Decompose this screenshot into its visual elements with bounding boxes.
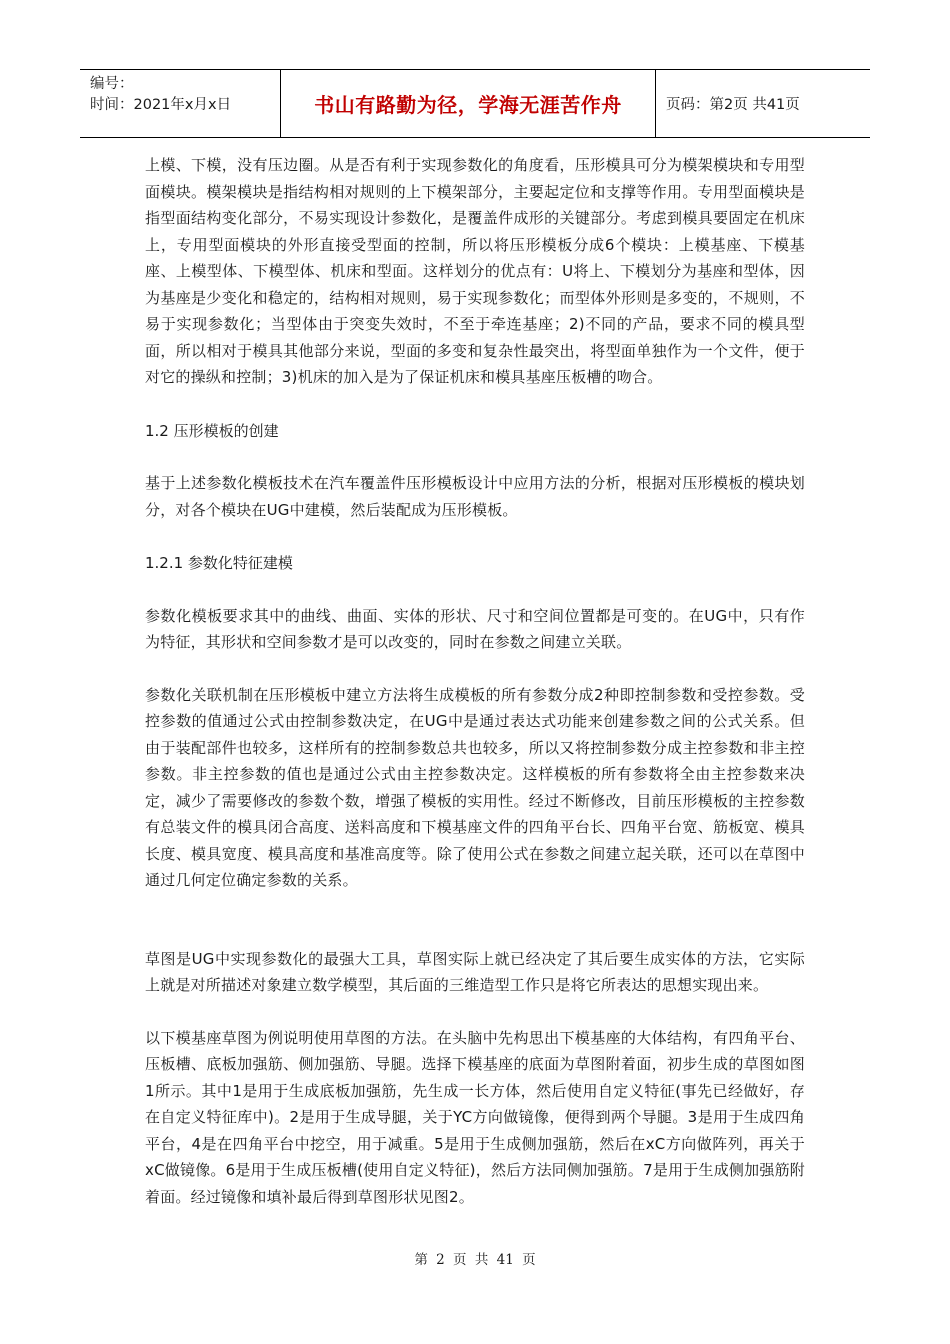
document-number-label: 编号： — [90, 76, 134, 92]
body-paragraph: 基于上述参数化模板技术在汽车覆盖件压形模板设计中应用方法的分析，根据对压形模板的模块划分，对各个模块在UG中建模，然后装配成为压形模板。 — [145, 474, 805, 519]
section-heading: 1.2 压形模板的创建 — [145, 421, 279, 440]
header-motto: 书山有路勤为径，学海无涯苦作舟 — [280, 70, 656, 137]
body-paragraph: 以下模基座草图为例说明使用草图的方法。在头脑中先构思出下模基座的大体结构，有四角平台、压板槽、底板加强筋、侧加强筋、导腿。选择下模基座的底面为草图附着面，初步生成的草图如图1所示。其中1是用于生成底板加强筋，先生成一长方体，然后使用自定义特征(事先已经做好，存在自定义特征库中)。2是用于生成导腿，关于YC方向做镜像，便得到两个导腿。3是用于生成四角平台，4是在四角平台中挖空，用于减重。5是用于生成侧加强筋，然后在xC方向做阵列，再关于xC做镜像。6是用于生成压板槽(使用自定义特征)，然后方法同侧加强筋。7是用于生成侧加强筋附着面。经过镜像和填补最后得到草图形状见图2。 — [145, 1028, 805, 1206]
header-meta — [80, 70, 280, 137]
body-paragraph: 草图是UG中实现参数化的最强大工具，草图实际上就已经决定了其后要生成实体的方法，它实际上就是对所描述对象建立数学模型，其后面的三维造型工作只是将它所表达的思想实现出来。 — [145, 949, 805, 994]
body-paragraph: 上模、下模，没有压边圈。从是否有利于实现参数化的角度看，压形模具可分为模架模块和专用型面模块。模架模块是指结构相对规则的上下模架部分，主要起定位和支撑等作用。专用型面模块是指型面结构变化部分，不易实现设计参数化，是覆盖件成形的关键部分。考虑到模具要固定在机床上，专用型面模块的外形直接受型面的控制，所以将压形模板分成6个模块：上模基座、下模基座、上模型体、下模型体、机床和型面。这样划分的优点有：U将上、下模划分为基座和型体，因为基座是少变化和稳定的，结构相对规则，易于实现参数化；而型体外形则是多变的，不规则，不易于实现参数化；当型体由于突变失效时，不至于牵连基座；2)不同的产品，要求不同的模具型面，所以相对于模具其他部分来说，型面的多变和复杂性最突出，将型面单独作为一个文件，便于对它的操纵和控制；3)机床的加入是为了保证机床和模具基座压板槽的吻合。 — [145, 156, 805, 386]
document-body — [145, 152, 805, 1210]
body-paragraph: 参数化模板要求其中的曲线、曲面、实体的形状、尺寸和空间位置都是可变的。在UG中，只有作为特征，其形状和空间参数才是可以改变的，同时在参数之间建立关联。 — [145, 606, 805, 651]
document-date: 时间：2021年x月x日 — [90, 97, 232, 113]
section-heading: 1.2.1 参数化特征建模 — [145, 554, 293, 572]
header-table — [80, 69, 870, 138]
header-page-info: 页码：第2页 共41页 — [666, 97, 800, 113]
body-paragraph: 参数化关联机制在压形模板中建立方法将生成模板的所有参数分成2种即控制参数和受控参数。受控参数的值通过公式由控制参数决定，在UG中是通过表达式功能来创建参数之间的公式关系。但由于装配部件也较多，这样所有的控制参数总共也较多，所以又将控制参数分成主控参数和非主控参数。非主控参数的值也是通过公式由主控参数决定。这样模板的所有参数将全由主控参数来决定，减少了需要修改的参数个数，增强了模板的实用性。经过不断修改，目前压形模板的主控参数有总装文件的模具闭合高度、送料高度和下模基座文件的四角平台长、四角平台宽、筋板宽、模具长度、模具宽度、模具高度和基准高度等。除了使用公式在参数之间建立起关联，还可以在草图中通过几何定位确定参数的关系。 — [145, 685, 805, 889]
page-footer: 第 2 页 共 41 页 — [414, 1252, 536, 1268]
